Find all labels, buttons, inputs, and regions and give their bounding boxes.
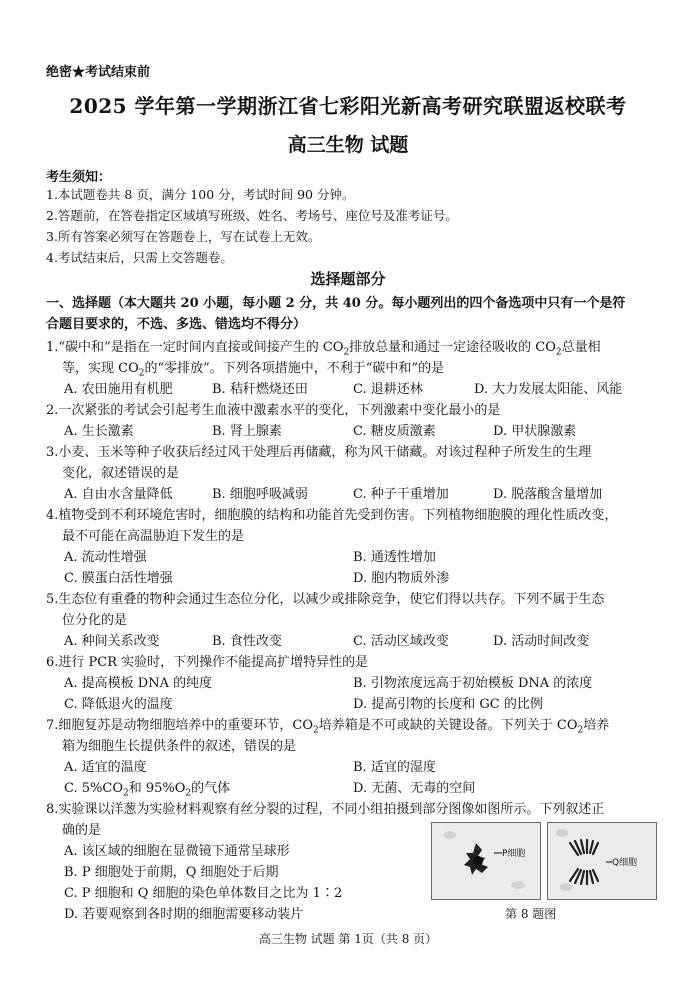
q1-option-b: B. 秸秆燃烧还田 bbox=[212, 382, 308, 397]
q5-option-a: A. 种间关系改变 bbox=[64, 634, 160, 649]
note-item: 2.答题前，在答卷指定区域填写班级、姓名、考场号、座位号及准考证号。 bbox=[46, 208, 458, 223]
note-item: 3.所有答案必须写在答题卷上，写在试卷上无效。 bbox=[46, 229, 321, 244]
note-item: 4.考试结束后，只需上交答题卷。 bbox=[46, 250, 233, 265]
figure-caption: 第 8 题图 bbox=[505, 907, 557, 921]
p-cell-micrograph-icon bbox=[432, 823, 540, 899]
q4-option-b: B. 通透性增加 bbox=[353, 550, 436, 565]
question-7-text-cont: 箱为细胞生长提供条件的叙述，错误的是 bbox=[62, 739, 297, 754]
q3-option-a: A. 自由水含量降低 bbox=[64, 487, 173, 502]
q1-option-d: D. 大力发展太阳能、风能 bbox=[474, 382, 623, 397]
q8-option-c: C. P 细胞和 Q 细胞的染色单体数目之比为 1∶2 bbox=[64, 886, 343, 901]
q8-option-a: A. 该区域的细胞在显微镜下通常呈球形 bbox=[64, 844, 290, 859]
page-footer: 高三生物 试题 第 1页（共 8 页） bbox=[258, 932, 438, 946]
q8-option-d: D. 若要观察到各时期的细胞需要移动装片 bbox=[64, 907, 304, 922]
q3-option-c: C. 种子干重增加 bbox=[353, 487, 449, 502]
question-3-text: 3.小麦、玉米等种子收获后经过风干处理后再储藏，称为风干储藏。对该过程种子所发生的生理 bbox=[46, 445, 592, 460]
q1-option-c: C. 退耕还林 bbox=[353, 382, 423, 397]
q5-option-d: D. 活动时间改变 bbox=[493, 634, 590, 649]
q6-option-c: C. 降低退火的温度 bbox=[64, 697, 173, 712]
q3-option-d: D. 脱落酸含量增加 bbox=[493, 487, 603, 502]
mitosis-figure bbox=[431, 822, 656, 898]
q4-option-a: A. 流动性增强 bbox=[64, 550, 147, 565]
confidential-mark: 绝密★考试结束前 bbox=[46, 65, 151, 80]
q7-option-b: B. 适宜的湿度 bbox=[353, 760, 436, 775]
q8-option-b: B. P 细胞处于前期，Q 细胞处于后期 bbox=[64, 865, 279, 880]
q2-option-d: D. 甲状腺激素 bbox=[493, 424, 577, 439]
question-6-text: 6.进行 PCR 实验时，下列操作不能提高扩增特异性的是 bbox=[46, 655, 369, 670]
part-intro-line1: 一、选择题（本大题共 20 小题，每小题 2 分，共 40 分。每小题列出的四个备选项中只有一个是符 bbox=[46, 296, 626, 311]
subject-title: 高三生物 试题 bbox=[287, 134, 409, 156]
exam-title: 2025 学年第一学期浙江省七彩阳光新高考研究联盟返校联考 bbox=[69, 94, 627, 118]
question-5-text: 5.生态位有重叠的物种会通过生态位分化，以减少或排除竞争，使它们得以共存。下列不属于生态 bbox=[46, 592, 605, 607]
q2-option-a: A. 生长激素 bbox=[64, 424, 134, 439]
q6-option-a: A. 提高模板 DNA 的纯度 bbox=[64, 676, 213, 691]
q7-option-a: A. 适宜的温度 bbox=[64, 760, 147, 775]
question-1-text-cont: 等，实现 $CO_2$的“零排放”。下列各项措施中，不利于“碳中和”的是 bbox=[62, 361, 445, 379]
q2-option-b: B. 肾上腺素 bbox=[212, 424, 282, 439]
notes-heading: 考生须知： bbox=[46, 170, 112, 185]
q2-option-c: C. 糖皮质激素 bbox=[353, 424, 436, 439]
question-4-text: 4.植物受到不利环境危害时，细胞膜的结构和功能首先受到伤害。下列植物细胞膜的理化性质改变， bbox=[46, 508, 618, 523]
q5-option-c: C. 活动区域改变 bbox=[353, 634, 449, 649]
q7-option-d: D. 无菌、无毒的空间 bbox=[353, 781, 476, 796]
question-5-text-cont: 位分化的是 bbox=[62, 613, 128, 628]
figure-panel-p bbox=[431, 822, 541, 900]
q1-option-a: A. 农田施用有机肥 bbox=[64, 382, 173, 397]
q6-option-d: D. 提高引物的长度和 GC 的比例 bbox=[353, 697, 543, 712]
figure-panel-q bbox=[547, 822, 657, 900]
q6-option-b: B. 引物浓度远高于初始模板 DNA 的浓度 bbox=[353, 676, 593, 691]
note-item: 1.本试题卷共 8 页，满分 100 分，考试时间 90 分钟。 bbox=[46, 187, 355, 202]
q-cell-label: Q细胞 bbox=[612, 858, 638, 868]
question-4-text-cont: 最不可能在高温胁迫下发生的是 bbox=[62, 529, 245, 544]
q5-option-b: B. 食性改变 bbox=[212, 634, 282, 649]
section-title: 选择题部分 bbox=[310, 270, 386, 288]
question-7-text: 7.细胞复苏是动物细胞培养中的重要环节，$CO_2$培养箱是不可或缺的关键设备。下列关于 $CO_2$培养 bbox=[46, 718, 610, 736]
question-8-text-cont: 确的是 bbox=[62, 823, 102, 838]
q4-option-d: D. 胞内物质外渗 bbox=[353, 571, 450, 586]
q3-option-b: B. 细胞呼吸减弱 bbox=[212, 487, 308, 502]
p-cell-label: P细胞 bbox=[502, 849, 526, 859]
q7-option-c: C. $5\%CO_2$和 $95\%O_2$的气体 bbox=[64, 781, 231, 799]
question-1-text: 1.“碳中和”是指在一定时间内直接或间接产生的 $CO_2$排放总量和通过一定途径吸收的 $CO_2$总量相 bbox=[46, 340, 601, 358]
part-intro-line2: 合题目要求的，不选、多选、错选均不得分） bbox=[46, 317, 307, 332]
question-2-text: 2.一次紧张的考试会引起考生血液中激素水平的变化，下列激素中变化最小的是 bbox=[46, 403, 501, 418]
question-3-text-cont: 变化，叙述错误的是 bbox=[62, 466, 180, 481]
question-8-text: 8.实验课以洋葱为实验材料观察有丝分裂的过程，不同小组拍摄到部分图像如图所示。下列叙述正 bbox=[46, 802, 605, 817]
q-cell-micrograph-icon bbox=[548, 823, 656, 899]
q4-option-c: C. 膜蛋白活性增强 bbox=[64, 571, 173, 586]
